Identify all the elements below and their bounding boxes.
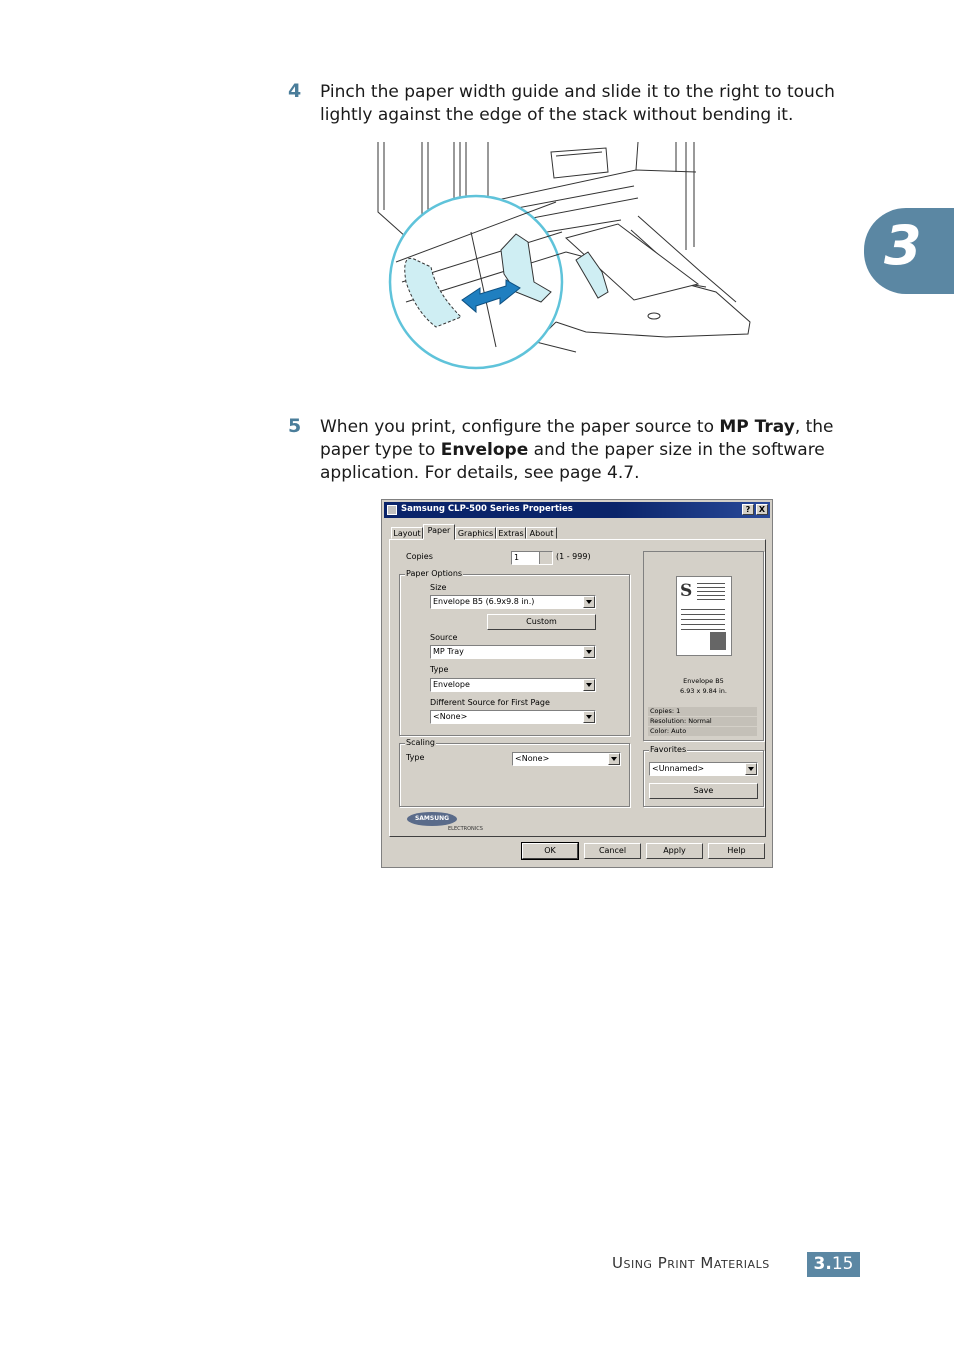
paper-options-label: Paper Options: [406, 569, 463, 578]
source-label: Source: [430, 633, 458, 642]
chevron-down-icon[interactable]: [583, 711, 595, 723]
preview-paper-dims: 6.93 x 9.84 in.: [680, 687, 727, 695]
printer-tray-illustration: [376, 142, 756, 372]
chevron-down-icon[interactable]: [745, 763, 757, 775]
copies-spinner[interactable]: 1: [511, 551, 553, 565]
scaling-type-label: Type: [406, 753, 425, 762]
printer-icon: [387, 505, 397, 515]
copies-range: (1 - 999): [556, 552, 591, 561]
copies-label: Copies: [406, 552, 433, 561]
properties-dialog: [381, 499, 773, 868]
info-resolution: Resolution: Normal: [648, 717, 757, 726]
chapter-tab-number: 3: [884, 214, 922, 277]
scaling-type-select[interactable]: <None>: [512, 752, 621, 766]
chevron-down-icon[interactable]: [583, 679, 595, 691]
save-button[interactable]: Save: [649, 783, 758, 799]
help-button[interactable]: Help: [708, 843, 765, 859]
paper-options-group: [399, 569, 630, 736]
paper-tab-panel: [389, 539, 766, 837]
preview-paper-name: Envelope B5: [683, 677, 724, 685]
custom-button[interactable]: Custom: [487, 614, 596, 630]
cancel-button[interactable]: Cancel: [584, 843, 641, 859]
tab-about[interactable]: About: [526, 527, 557, 539]
scaling-group: [399, 738, 630, 807]
step-4-text: Pinch the paper width guide and slide it to the right to touch lightly against the edge of the stack without bending it.: [320, 82, 835, 125]
type-select[interactable]: Envelope: [430, 678, 596, 692]
page-preview-icon: [676, 576, 732, 656]
samsung-logo: SAMSUNG: [407, 812, 457, 826]
ok-button[interactable]: OK: [522, 843, 578, 859]
page-number-box: [807, 1252, 860, 1277]
different-source-label: Different Source for First Page: [430, 698, 550, 707]
step-5-text: When you print, configure the paper source to MP Tray, the paper type to Envelope and the paper size in the software application. For details, see page 4.7.: [320, 417, 834, 483]
step-number-4: 4: [288, 80, 302, 102]
close-title-button[interactable]: X: [756, 504, 768, 515]
type-label: Type: [430, 665, 449, 674]
tab-paper[interactable]: Paper: [423, 524, 455, 540]
tab-extras[interactable]: Extras: [496, 527, 526, 539]
size-select[interactable]: Envelope B5 (6.9x9.8 in.): [430, 595, 596, 609]
footer-page: 15: [831, 1254, 854, 1274]
dialog-title: Samsung CLP-500 Series Properties: [401, 504, 573, 514]
dialog-titlebar: [384, 502, 770, 518]
scaling-label: Scaling: [406, 738, 435, 747]
samsung-logo-sub: ELECTRONICS: [448, 826, 483, 832]
chevron-down-icon[interactable]: [583, 596, 595, 608]
different-source-select[interactable]: <None>: [430, 710, 596, 724]
source-select[interactable]: MP Tray: [430, 645, 596, 659]
step-number-5: 5: [288, 415, 302, 437]
size-label: Size: [430, 583, 447, 592]
footer-section-title: Using Print Materials: [612, 1254, 770, 1272]
info-copies: Copies: 1: [648, 707, 757, 716]
favorites-label: Favorites: [650, 745, 687, 754]
info-color: Color: Auto: [648, 727, 757, 736]
spinner-arrows-icon[interactable]: [539, 552, 552, 564]
chevron-down-icon[interactable]: [608, 753, 620, 765]
help-title-button[interactable]: ?: [742, 504, 754, 515]
chevron-down-icon[interactable]: [583, 646, 595, 658]
footer-chapter: 3.: [813, 1254, 832, 1274]
favorites-select[interactable]: <Unnamed>: [649, 762, 758, 776]
paper-preview: [643, 551, 764, 741]
apply-button[interactable]: Apply: [646, 843, 703, 859]
preview-letter: S: [680, 581, 693, 601]
tab-graphics[interactable]: Graphics: [455, 527, 496, 539]
chapter-tab: [864, 208, 954, 294]
tab-layout[interactable]: Layout: [391, 527, 423, 539]
favorites-group: [643, 745, 764, 807]
